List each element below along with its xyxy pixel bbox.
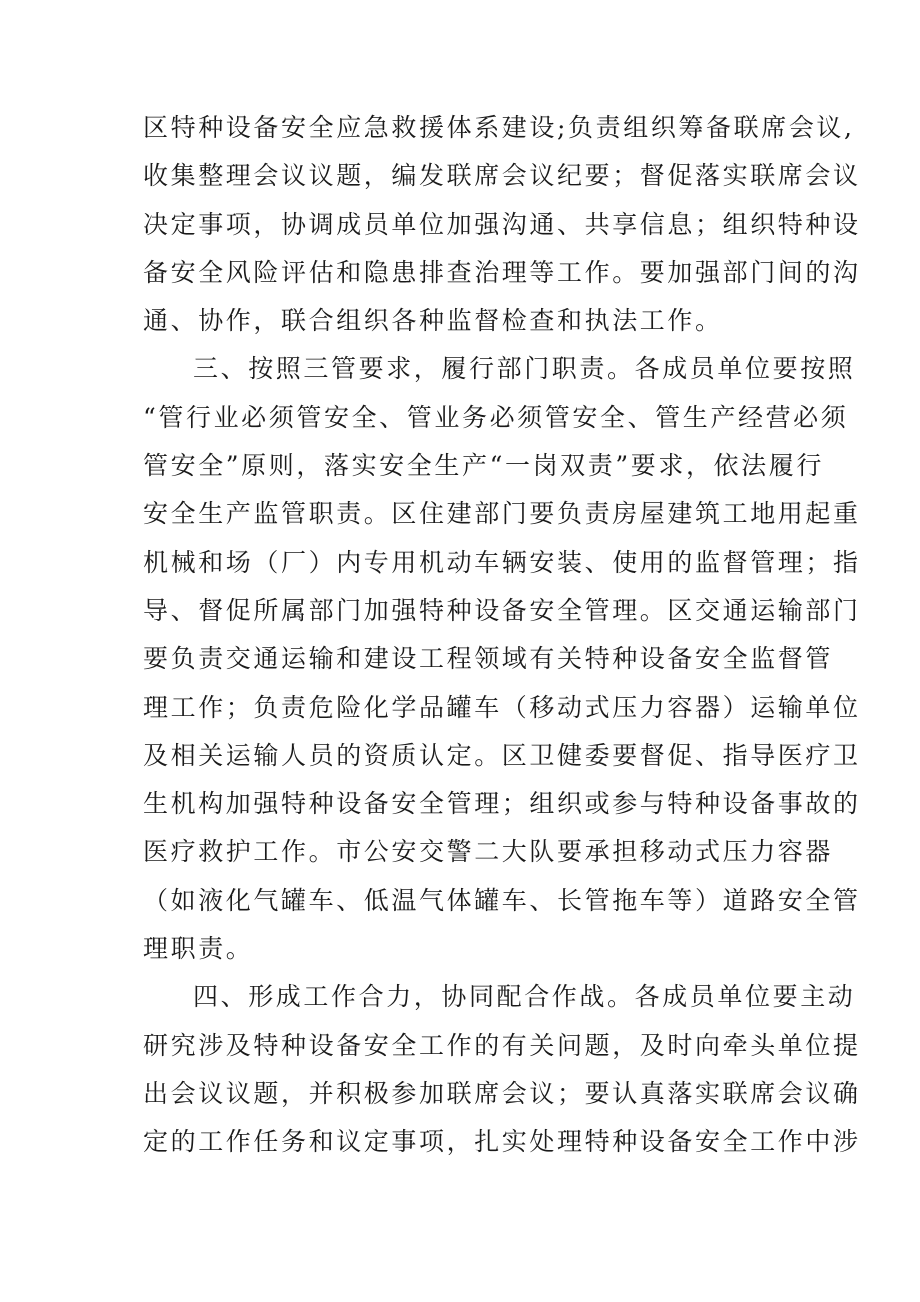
text-line: 及相关运输人员的资质认定。区卫健委要督促、指导医疗卫 (143, 740, 861, 770)
body-text (143, 104, 861, 1167)
paragraph-start-line: 三、按照三管要求，履行部门职责。各成员单位要按照 (193, 354, 856, 384)
text-line: 要负责交通运输和建设工程领域有关特种设备安全监督管 (143, 644, 834, 674)
text-line: 区特种设备安全应急救援体系建设;负责组织筹备联席会议, (143, 113, 855, 142)
text-line: 研究涉及特种设备安全工作的有关问题，及时向牵头单位提 (143, 1030, 861, 1060)
text-line: 收集整理会议议题，编发联席会议纪要；督促落实联席会议 (143, 161, 861, 191)
text-line: 安全生产监管职责。区住建部门要负责房屋建筑工地用起重 (143, 499, 861, 529)
text-line: 管安全”原则，落实安全生产“一岗双责”要求，依法履行 (143, 451, 824, 481)
text-line: 定的工作任务和议定事项，扎实处理特种设备安全工作中涉 (143, 1127, 861, 1157)
paragraph-start-line: 四、形成工作合力，协同配合作战。各成员单位要主动 (193, 982, 856, 1012)
text-line: 备安全风险评估和隐患排查治理等工作。要加强部门间的沟 (143, 257, 861, 287)
text-line: 出会议议题，并积极参加联席会议；要认真落实联席会议确 (143, 1078, 861, 1108)
text-line: 机械和场（厂）内专用机动车辆安装、使用的监督管理；指 (143, 547, 861, 577)
text-line: 医疗救护工作。市公安交警二大队要承担移动式压力容器 (143, 837, 834, 867)
text-line: 导、督促所属部门加强特种设备安全管理。区交通运输部门 (143, 595, 861, 625)
text-line: 生机构加强特种设备安全管理；组织或参与特种设备事故的 (143, 789, 861, 819)
text-line: “管行业必须管安全、管业务必须管安全、管生产经营必须 (143, 402, 849, 432)
text-line: （如液化气罐车、低温气体罐车、长管拖车等）道路安全管 (143, 885, 861, 915)
text-line: 理职责。 (143, 934, 254, 964)
text-line: 决定事项，协调成员单位加强沟通、共享信息；组织特种设 (143, 209, 861, 239)
text-line: 理工作；负责危险化学品罐车（移动式压力容器）运输单位 (143, 692, 861, 722)
text-line: 通、协作，联合组织各种监督检查和执法工作。 (143, 306, 723, 336)
